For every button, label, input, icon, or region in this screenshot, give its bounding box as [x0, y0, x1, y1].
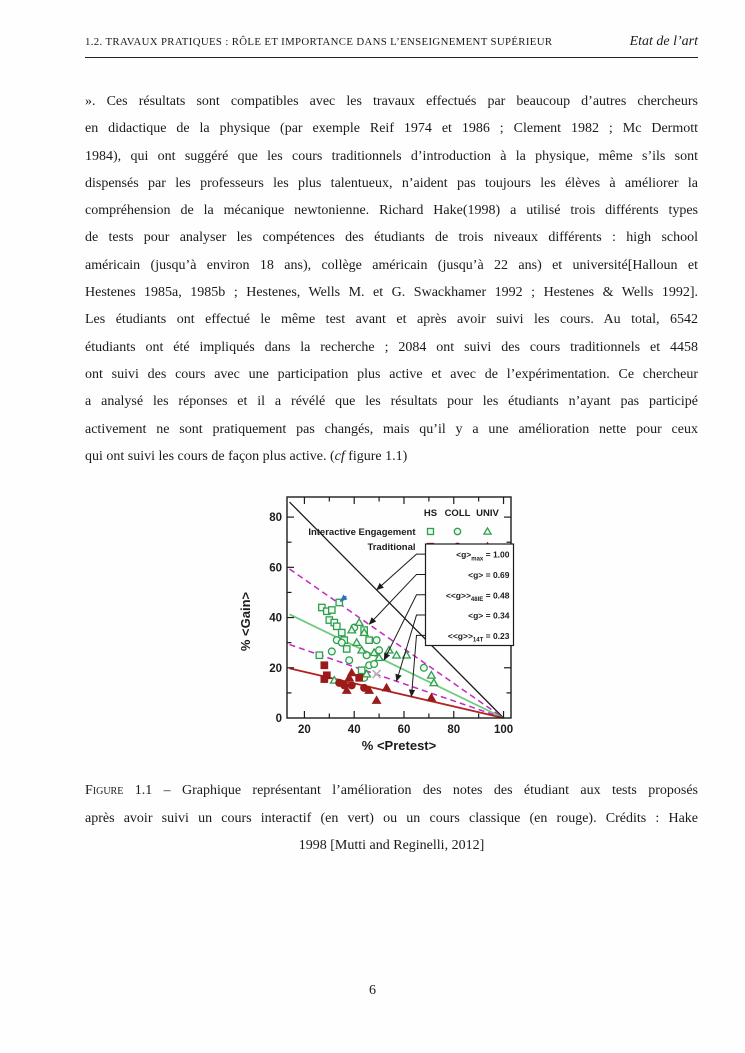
text-line: de tests pour analyser les compétences des étudiants de trois niveaux différents : high school [85, 230, 698, 246]
svg-text:UNIV: UNIV [476, 508, 499, 519]
running-head-chapter: Etat de l’art [629, 34, 698, 49]
svg-text:20: 20 [269, 662, 282, 675]
svg-text:60: 60 [269, 562, 282, 575]
page-header [85, 34, 698, 58]
text-line: 1998 [Mutti and Reginelli, 2012] [298, 838, 485, 853]
body-paragraph [85, 88, 698, 470]
text-line: qui ont suivi les cours de façon plus active. (cf figure 1.1) [85, 448, 408, 464]
text-line: en didactique de la physique (par exemple Reif 1974 et 1986 ; Clement 1982 ; Mc Dermott [85, 121, 698, 137]
svg-text:0: 0 [275, 713, 282, 725]
text-line: ont suivi des cours avec une participation plus active et avec de l’expérimentation. Ce chercheur [85, 366, 698, 382]
svg-text:80: 80 [447, 724, 461, 736]
hake-gain-pretest-chart [237, 487, 523, 765]
svg-text:% <Pretest>: % <Pretest> [361, 738, 437, 753]
text-line: activement ne sont pratiquement pas changés, mais qu’il y a une amélioration nette pour ceux [85, 421, 698, 437]
text-line: 1984), qui ont suggéré que les cours traditionnels d’introduction à la physique, même s’ils sont [85, 148, 698, 164]
text-line: compréhension de la mécanique newtonienne. Richard Hake(1998) a utilisé trois différents types [85, 203, 698, 219]
svg-text:COLL: COLL [444, 508, 471, 519]
svg-text:80: 80 [269, 512, 282, 525]
text-line: étudiants ont été impliqués dans la recherche ; 2084 ont suivi des cours traditionnels et 4458 [85, 339, 698, 355]
svg-text:20: 20 [298, 724, 311, 736]
text-line: ». Ces résultats sont compatibles avec les travaux effectués par beaucoup d’autres chercheurs [85, 94, 698, 109]
svg-text:HS: HS [423, 508, 438, 519]
svg-text:<<g>>14T = 0.23: $<<g>>_{14T} = 0.23$ [447, 630, 510, 644]
text-line: Figure 1.1 – Graphique représentant l’amélioration des notes des étudiant aux tests proposés [85, 783, 698, 798]
page-number: 6 [369, 983, 376, 998]
text-line: a analysé les réponses et il a révélé que les résultats pour les étudiants n’ayant pas participé [85, 394, 698, 410]
svg-text:<g>max = 1.00: $<g>_{max} = 1.00$ [456, 549, 510, 563]
text-line: après avoir suivi un cours interactif (en vert) ou un cours classique (en rouge). Crédits : Hake [85, 810, 698, 826]
running-head-section: 1.2. TRAVAUX PRATIQUES : RÔLE ET IMPORTANCE DANS L’ENSEIGNEMENT SUPÉRIEUR [85, 36, 553, 48]
text-line: dispensés par les professeurs les plus talentueux, n’aident pas toujours les élèves à améliorer la [85, 175, 698, 191]
svg-text:40: 40 [269, 612, 282, 625]
svg-text:40: 40 [347, 724, 361, 736]
svg-text:60: 60 [397, 724, 411, 736]
svg-text:100: 100 [493, 724, 514, 736]
svg-text:Interactive Engagement: Interactive Engagement [308, 527, 416, 538]
svg-text:<g> = 0.34: <g> = 0.34 [468, 610, 510, 621]
text-line: Hestenes 1985a, 1985b ; Hestenes, Wells M. et G. Swackhamer 1992 ; Hestenes & Wells 1992]. [85, 285, 698, 301]
text-line: américain (jusqu’à environ 18 ans), collège américain (jusqu’à 22 ans) et université[Halloun et [85, 257, 698, 273]
text-line: Les étudiants ont effectué le même test avant et après avoir suivi les cours. Au total, 6542 [85, 312, 698, 328]
figure-caption [85, 777, 698, 860]
svg-text:% <Gain>: % <Gain> [238, 591, 253, 652]
svg-text:Traditional: Traditional [367, 542, 416, 553]
figure-1-1 [237, 487, 523, 765]
svg-text:<<g>>48IE = 0.48: $<<g>>_{48IE} = 0.48$ [445, 590, 510, 603]
svg-text:<g> = 0.69: <g> = 0.69 [468, 569, 510, 580]
